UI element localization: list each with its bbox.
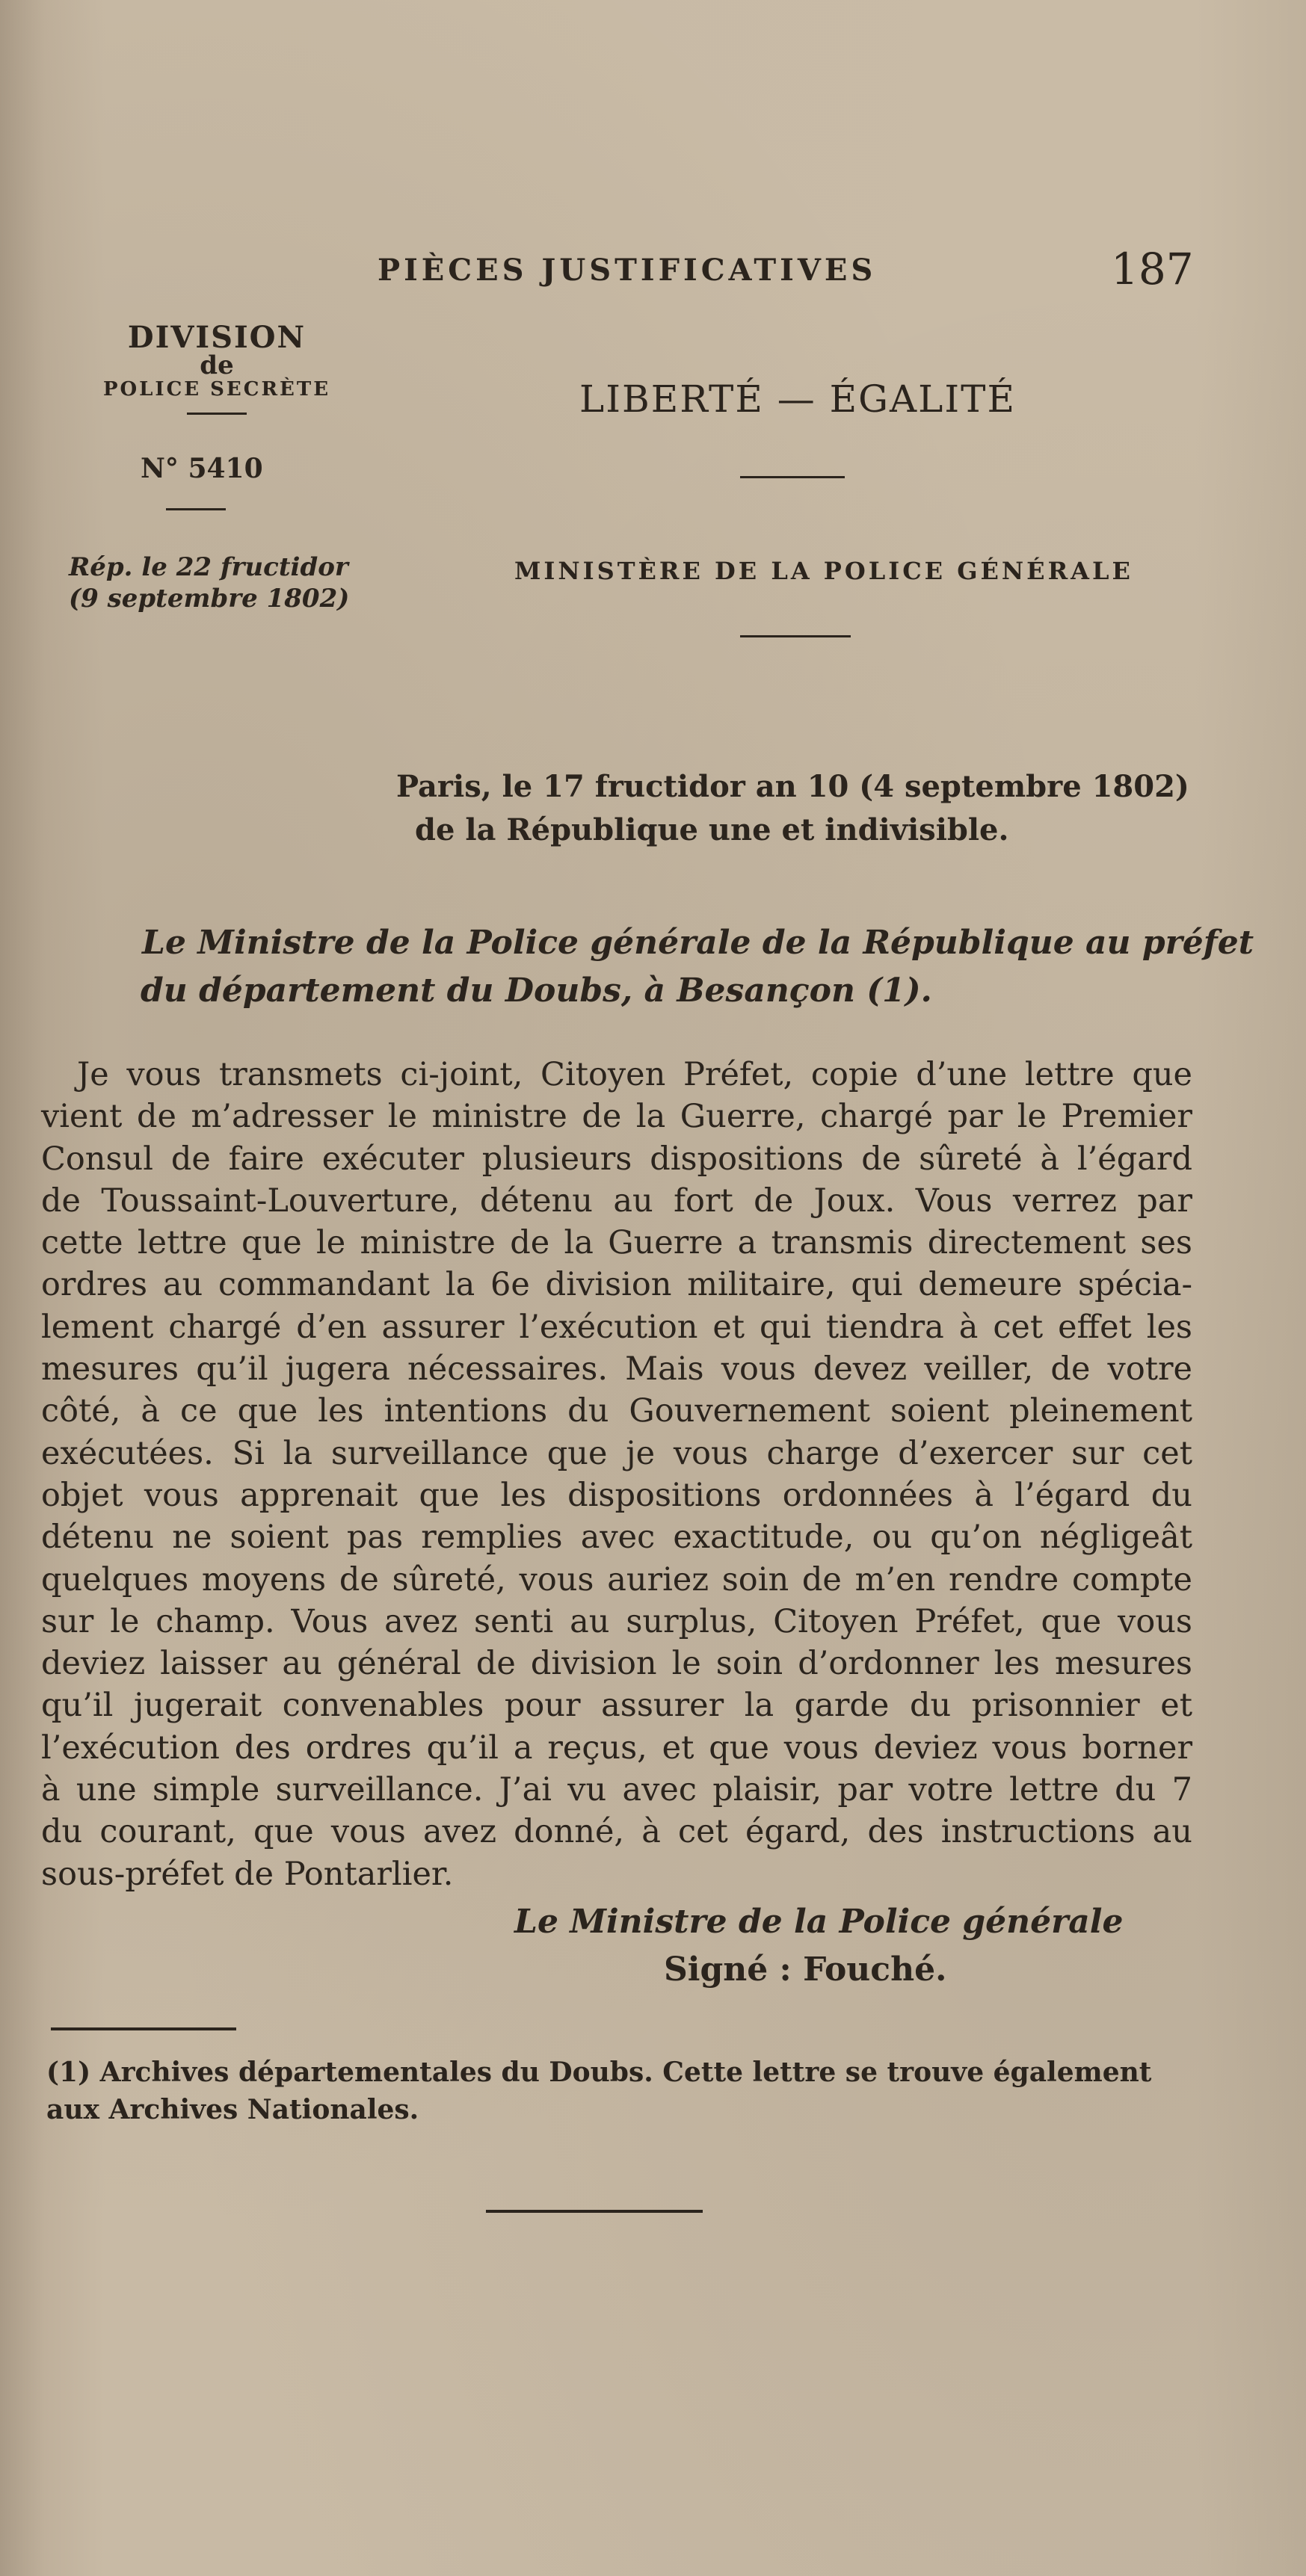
signature-name: Signé : Fouché. — [664, 1950, 947, 1989]
body-line: Consul de faire exécuter plusieurs dispositions de sûreté à l’égard — [41, 1140, 1192, 1178]
body-line: vient de m’adresser le ministre de la Guerre, chargé par le Premier — [41, 1098, 1192, 1136]
signature-title: Le Ministre de la Police générale — [514, 1903, 1124, 1941]
division-label: DIVISION — [127, 320, 307, 355]
division-heading — [75, 321, 359, 415]
footnote — [46, 2054, 1151, 2128]
body-line: ordres au commandant la 6e division militaire, qui demeure spécia- — [41, 1266, 1192, 1304]
body-line: qu’il jugerait convenables pour assurer la garde du prisonnier et — [41, 1687, 1192, 1725]
number-rule — [166, 508, 226, 510]
addressee-line-1: Le Ministre de la Police générale de la République au préfet — [142, 924, 1254, 962]
addressee — [142, 919, 1254, 1015]
body-line: à une simple surveillance. J’ai vu avec plaisir, par votre lettre du 7 — [41, 1771, 1192, 1809]
body-line: Je vous transmets ci-joint, Citoyen Préfet, copie d’une lettre que — [77, 1056, 1192, 1093]
motto-heading: LIBERTÉ — ÉGALITÉ — [579, 377, 1016, 421]
footnote-line-1: (1) Archives départementales du Doubs. Cette lettre se trouve également — [46, 2057, 1152, 2088]
place-date — [396, 765, 1189, 852]
document-number: N° 5410 — [141, 453, 263, 484]
reply-note-line-2: (9 septembre 1802) — [69, 584, 350, 614]
division-de: de — [200, 350, 234, 380]
page-number: 187 — [1111, 244, 1194, 294]
body-line: lement chargé d’en assurer l’exécution et qui tiendra à cet effet les — [41, 1308, 1192, 1346]
body-line: exécutées. Si la surveillance que je vous charge d’exercer sur cet — [41, 1434, 1192, 1472]
letter-body — [41, 1054, 1192, 1895]
motto-rule — [740, 476, 845, 478]
body-line: mesures qu’il jugera nécessaires. Mais vous devez veiller, de votre — [41, 1350, 1192, 1389]
body-line: du courant, que vous avez donné, à cet égard, des instructions au — [41, 1813, 1192, 1851]
footnote-rule — [51, 2027, 236, 2030]
place-date-line-2: de la République une et indivisible. — [415, 812, 1009, 847]
body-line: côté, à ce que les intentions du Gouvernement soient pleinement — [41, 1392, 1192, 1430]
running-title: PIÈCES JUSTIFICATIVES — [378, 253, 877, 288]
place-date-line-1: Paris, le 17 fructidor an 10 (4 septembre 1802) — [396, 769, 1189, 804]
end-rule — [486, 2210, 703, 2213]
body-line: sous-préfet de Pontarlier. — [41, 1855, 454, 1893]
body-line: quelques moyens de sûreté, vous auriez soin de m’en rendre compte — [41, 1560, 1192, 1599]
body-line: de Toussaint-Louverture, détenu au fort de Joux. Vous verrez par — [41, 1182, 1192, 1220]
addressee-line-2: du département du Doubs, à Besançon (1). — [141, 972, 932, 1010]
ministry-rule — [740, 635, 851, 637]
body-line: cette lettre que le ministre de la Guerre a transmis directement ses — [41, 1224, 1192, 1262]
body-line: deviez laisser au général de division le soin d’ordonner les mesures — [41, 1645, 1192, 1683]
reply-note-line-1: Rép. le 22 fructidor — [69, 552, 348, 582]
police-secrete-label: POLICE SECRÈTE — [102, 378, 331, 401]
body-line: l’exécution des ordres qu’il a reçus, et que vous deviez vous borner — [41, 1729, 1192, 1767]
body-line: détenu ne soient pas remplies avec exactitude, ou qu’on négligeât — [41, 1519, 1192, 1557]
body-line: sur le champ. Vous avez senti au surplus, Citoyen Préfet, que vous — [41, 1602, 1192, 1640]
body-line: objet vous apprenait que les dispositions ordonnées à l’égard du — [41, 1476, 1192, 1514]
division-rule — [187, 413, 247, 415]
ministry-heading: MINISTÈRE DE LA POLICE GÉNÉRALE — [514, 557, 1133, 585]
signature-block — [514, 1898, 1124, 1994]
reply-note — [69, 552, 349, 614]
footnote-line-2: aux Archives Nationales. — [46, 2094, 419, 2125]
